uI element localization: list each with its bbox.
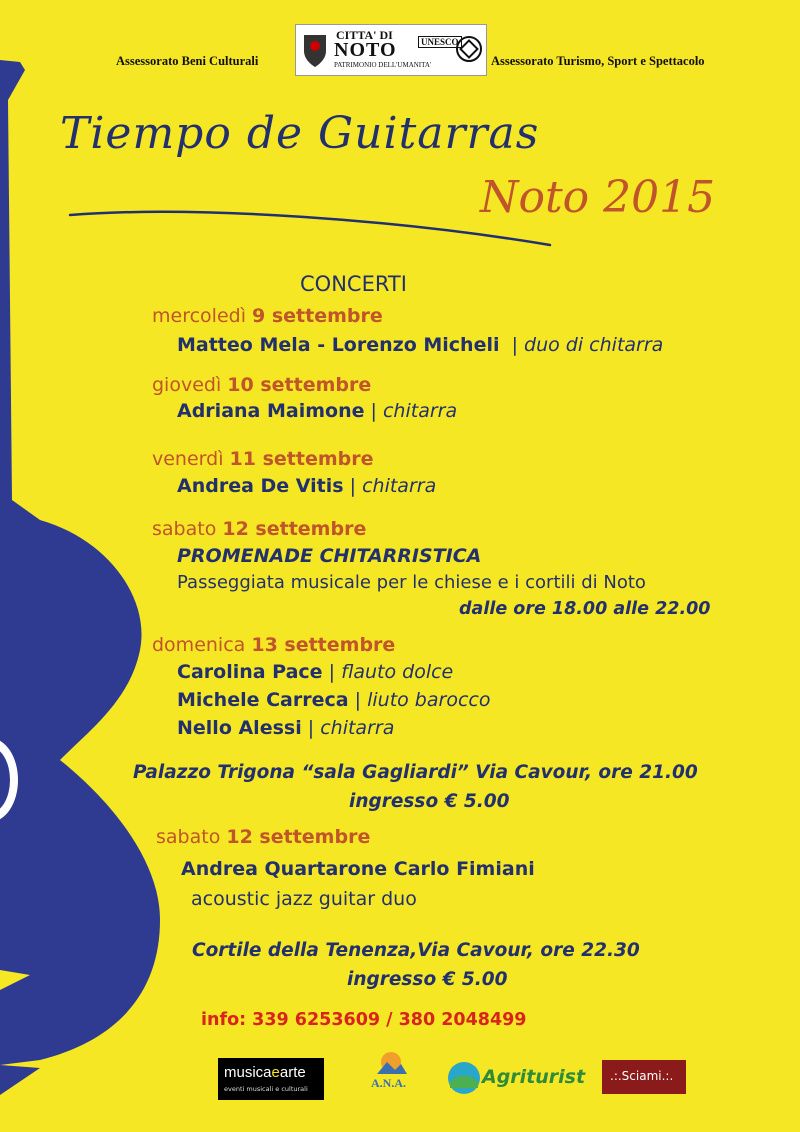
event-date: sabato 12 settembre (156, 826, 371, 848)
event-date: mercoledì 9 settembre (152, 305, 383, 327)
event-hours: dalle ore 18.00 alle 22.00 (459, 599, 711, 619)
event-performer: Adriana Maimone | chitarra (177, 400, 458, 422)
event-performer: Carolina Pace | flauto dolce (177, 661, 454, 683)
ana-icon (375, 1050, 407, 1076)
agriturist-logo (446, 1060, 586, 1096)
citta-di-noto-logo (295, 24, 487, 76)
ana-label: A.N.A. (371, 1076, 406, 1090)
event-name: PROMENADE CHITARRISTICA (177, 545, 482, 567)
info-phone: info: 339 6253609 / 380 2048499 (201, 1010, 527, 1030)
poster-title: Tiempo de Guitarras (60, 108, 540, 159)
unesco-icon: UNESCO (418, 36, 462, 48)
poster-subtitle: Noto 2015 (480, 172, 716, 223)
agriturist-icon (446, 1060, 482, 1096)
event-performer: Andrea De Vitis | chitarra (177, 475, 437, 497)
event-performer: Matteo Mela - Lorenzo Micheli | duo di chitarra (177, 334, 664, 356)
coat-of-arms-icon (300, 31, 330, 69)
musica-e-arte-logo (218, 1058, 324, 1100)
section-heading: CONCERTI (300, 272, 407, 296)
event-performer: Nello Alessi | chitarra (177, 717, 395, 739)
sciami-logo (602, 1060, 686, 1094)
assessorato-turismo: Assessorato Turismo, Sport e Spettacolo (491, 54, 705, 68)
agriturist-label: Agriturist (482, 1066, 586, 1088)
assessorato-beni-culturali: Assessorato Beni Culturali (116, 54, 259, 68)
venue-price: ingresso € 5.00 (347, 969, 508, 990)
event-performer: Michele Carreca | liuto barocco (177, 689, 491, 711)
event-date: venerdì 11 settembre (152, 448, 374, 470)
venue-location: Cortile della Tenenza,Via Cavour, ore 22.30 (192, 940, 640, 961)
world-heritage-icon (456, 33, 482, 65)
venue-price: ingresso € 5.00 (349, 791, 510, 812)
musica-e-arte-wordmark: musicaearte (224, 1064, 306, 1081)
logo-line3: PATRIMONIO DELL'UMANITA' (334, 61, 432, 69)
event-description: Passeggiata musicale per le chiese e i cortili di Noto (177, 572, 646, 593)
ana-logo (363, 1050, 419, 1106)
sciami-label: .:.Sciami.:. (610, 1069, 674, 1083)
musica-tagline: eventi musicali e culturali (224, 1085, 308, 1093)
event-date: giovedì 10 settembre (152, 374, 372, 396)
event-date: domenica 13 settembre (152, 634, 396, 656)
logo-line1: CITTA' DI (336, 28, 393, 42)
logo-line2: NOTO (334, 39, 397, 61)
event-performer: Andrea Quartarone Carlo Fimiani (181, 858, 535, 880)
event-description: acoustic jazz guitar duo (191, 888, 417, 910)
venue-location: Palazzo Trigona “sala Gagliardi” Via Cavour, ore 21.00 (133, 762, 698, 783)
event-date: sabato 12 settembre (152, 518, 367, 540)
